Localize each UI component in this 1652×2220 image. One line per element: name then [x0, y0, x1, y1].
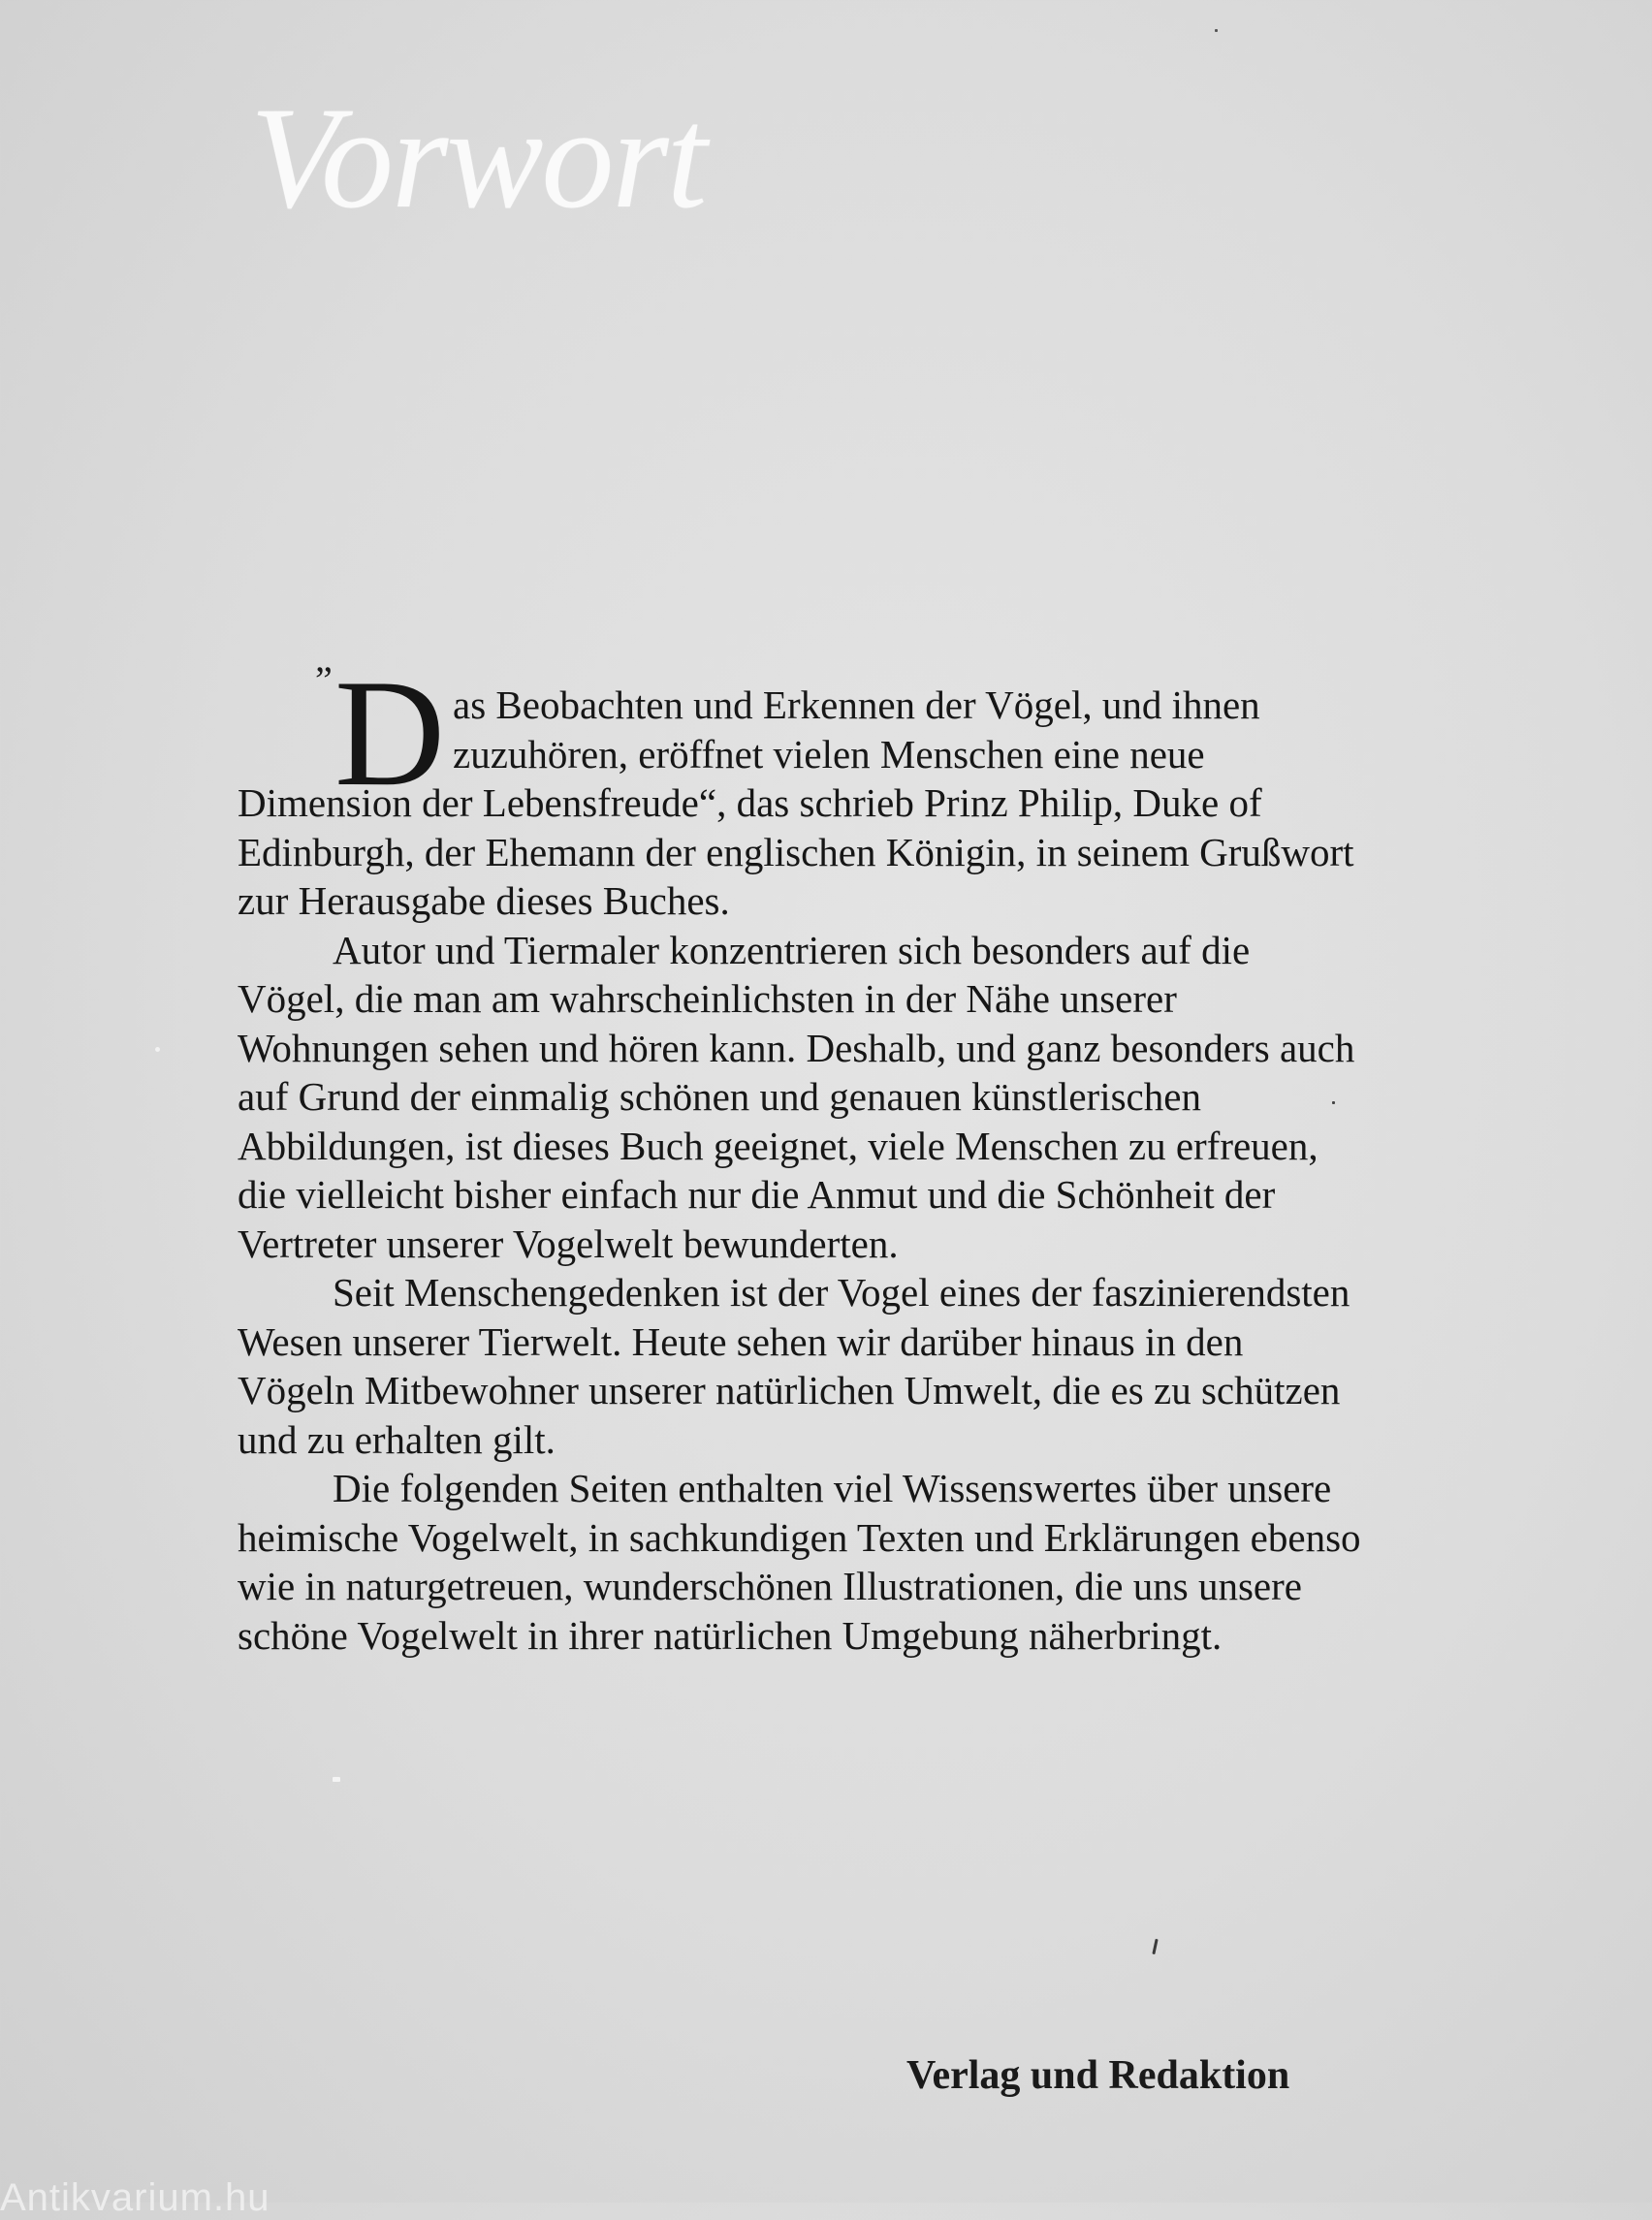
paragraph-3: Seit Menschengedenken ist der Vogel eines der faszinierendsten Wesen unserer Tierwelt. Heute sehen wir darüber hinaus in den Vögeln Mitbewohner unserer natürlichen Umwelt, die es zu schützen und zu erhalten gilt.	[238, 1270, 1350, 1462]
dust-speck	[333, 1777, 340, 1782]
dust-speck	[1215, 29, 1218, 32]
page-title: Vorwort	[250, 78, 706, 238]
watermark: Antikvarium.hu	[0, 2176, 270, 2219]
paragraph-4: Die folgenden Seiten enthalten viel Wissenswertes über unsere heimische Vogelwelt, in sachkundigen Texten und Erklärungen ebenso wie in naturgetreuen, wunderschönen Illustrationen, die uns unsere schöne Vogelwelt in ihrer natürlichen Umgebung näherbringt.	[238, 1466, 1361, 1658]
drop-cap-quote: ”	[315, 658, 333, 702]
dust-speck	[1332, 1101, 1335, 1104]
preface-body	[238, 649, 1362, 1660]
paragraph-2: Autor und Tiermaler konzentrieren sich besonders auf die Vögel, die man am wahrscheinlichsten in der Nähe unserer Wohnungen sehen und hören kann. Deshalb, und ganz besonders auch auf Grund der einmalig schönen und genauen künstlerischen Abbildungen, ist dieses Buch geeignet, viele Menschen zu erfreuen, die vielleicht bisher einfach nur die Anmut und die Schönheit der Vertreter unserer Vogelwelt bewunderten.	[238, 927, 1355, 1266]
signature: Verlag und Redaktion	[906, 2053, 1290, 2098]
dust-speck	[1152, 1939, 1158, 1954]
dust-speck	[155, 1047, 160, 1052]
paragraph-1	[238, 649, 1362, 926]
drop-cap-letter: D	[334, 649, 446, 818]
drop-cap	[238, 649, 453, 818]
paragraph-1-text: as Beobachten und Erkennen der Vögel, und ihnen zuzuhören, eröffnet vielen Menschen eine neue Dimension der Lebensfreude“, das schrieb Prinz Philip, Duke of Edinburgh, der Ehemann der englischen Königin, in seinem Grußwort zur Herausgabe dieses Buches.	[238, 682, 1354, 923]
